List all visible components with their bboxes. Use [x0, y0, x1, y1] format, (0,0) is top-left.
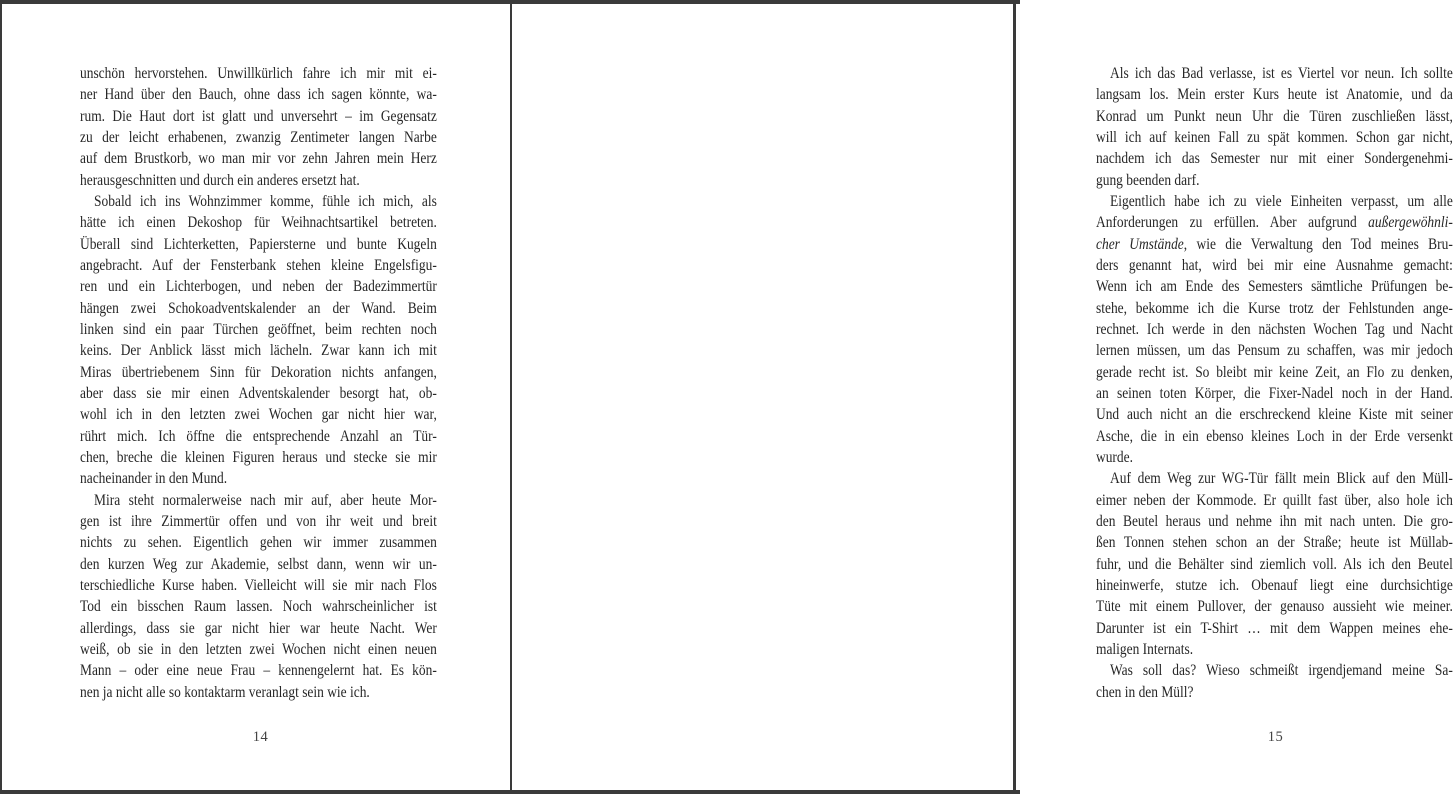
- text-line: [80, 62, 437, 83]
- text-line: [80, 467, 437, 488]
- text-line: [80, 275, 437, 296]
- text-line: [80, 425, 437, 446]
- text-segment: Und auch nicht an die erschreckend kleine Kiste mit seiner: [1096, 404, 1453, 424]
- text-line: [1096, 595, 1453, 616]
- text-segment: will ich auf keinen Fall zu spät kommen. Schon gar nicht,: [1096, 126, 1453, 146]
- text-segment: Mann – oder eine neue Frau – kennengelernt hat. Es kön-: [80, 660, 437, 680]
- text-line: [80, 382, 437, 403]
- text-line: [80, 531, 437, 552]
- text-line: [1096, 638, 1453, 659]
- text-segment: langsam los. Mein erster Kurs heute ist Anatomie, und da: [1096, 84, 1453, 104]
- text-segment: Asche, die in ein ebenso kleines Loch in der Erde versenkt: [1096, 425, 1453, 445]
- text-segment: angebracht. Auf der Fensterbank stehen kleine Engelsfigu-: [80, 254, 437, 274]
- text-line: [80, 638, 437, 659]
- text-line: [1096, 403, 1453, 424]
- text-line: [1096, 446, 1453, 467]
- text-segment: maligen Internats.: [1096, 638, 1194, 658]
- text-segment: aber dass sie mir einen Adventskalender besorgt hat, ob-: [80, 382, 437, 402]
- text-segment: den Beutel heraus und nehme ihn mit nach unten. Die gro-: [1096, 510, 1453, 530]
- text-segment: unschön hervorstehen. Unwillkürlich fahre ich mir mit ei-: [80, 63, 437, 82]
- text-line: [1096, 147, 1453, 168]
- text-segment: eimer neben der Kommode. Er quillt fast über, also hole ich: [1096, 489, 1453, 509]
- text-segment: an seinen toten Körper, die Fixer-Nadel noch in der Hand.: [1096, 382, 1453, 402]
- text-segment: , wie die Verwaltung den Tod meines Bru-: [1183, 233, 1453, 253]
- text-line: [1096, 83, 1453, 104]
- text-line: [80, 553, 437, 574]
- text-segment: gerade recht ist. So bleibt mir keine Zeit, an Flo zu denken,: [1096, 361, 1453, 381]
- text-segment: gen ist ihre Zimmertür offen und von ihr weit und breit: [80, 510, 437, 530]
- text-line: [1096, 254, 1453, 275]
- text-segment: ner Hand über den Bauch, ohne dass ich sagen könnte, wa-: [80, 84, 437, 104]
- text-line: [1096, 105, 1453, 126]
- text-line: [80, 254, 437, 275]
- text-segment: herausgeschnitten und durch ein anderes ersetzt hat.: [80, 169, 360, 189]
- text-segment: gung beenden darf.: [1096, 169, 1200, 189]
- text-segment: nachdem ich das Semester nur mit einer Sondergenehmi-: [1096, 148, 1453, 168]
- text-segment: Sobald ich ins Wohnzimmer komme, fühle ich mich, als: [94, 190, 437, 210]
- text-line: [1096, 467, 1453, 488]
- text-line: [1096, 425, 1453, 446]
- text-segment: Mira steht normalerweise nach mir auf, aber heute Mor-: [94, 489, 437, 509]
- text-line: [1096, 318, 1453, 339]
- text-line: [1096, 510, 1453, 531]
- text-line: [80, 510, 437, 531]
- text-segment: fuhr, und die Behälter sind ziemlich voll. Als ich den Beutel: [1096, 553, 1453, 573]
- italic-text-segment: cher Umstände: [1096, 233, 1184, 253]
- text-segment: Eigentlich habe ich zu viele Einheiten verpasst, um alle: [1110, 190, 1453, 210]
- page-left-number: 14: [252, 729, 269, 745]
- text-segment: Tüte mit einem Pullover, der genauso aussieht wie meiner.: [1096, 596, 1453, 616]
- text-segment: wohl ich in den letzten zwei Wochen gar nicht hier war,: [80, 404, 437, 424]
- text-segment: Tod ein bisschen Raum lassen. Noch wahrscheinlicher ist: [80, 596, 437, 616]
- text-line: [1096, 190, 1453, 211]
- text-segment: zu der leicht erhabenen, zwanzig Zentimeter langen Narbe: [80, 126, 437, 146]
- text-segment: ders genannt hat, wird bei mir eine Ausnahme gemacht:: [1096, 254, 1453, 274]
- text-line: [1096, 233, 1453, 254]
- text-segment: rechnet. Ich werde in den nächsten Wochen Tag und Nacht: [1096, 318, 1453, 338]
- text-line: [80, 659, 437, 680]
- text-line: [80, 126, 437, 147]
- text-line: [1096, 659, 1453, 680]
- text-segment: rum. Die Haut dort ist glatt und unversehrt – im Gegensatz: [80, 105, 437, 125]
- text-segment: den kurzen Weg zur Akademie, selbst dann, wenn wir un-: [80, 553, 437, 573]
- text-segment: hängen zwei Schokoadventskalender an der Wand. Beim: [80, 297, 437, 317]
- text-segment: ßen Tonnen stehen schon an der Straße; heute ist Müllab-: [1096, 532, 1453, 552]
- text-line: [80, 595, 437, 616]
- text-line: [1096, 297, 1453, 318]
- right-frame-border: [1013, 0, 1016, 794]
- text-line: [80, 489, 437, 510]
- text-segment: chen in den Müll?: [1096, 681, 1194, 701]
- text-segment: Was soll das? Wieso schmeißt irgendjemand meine Sa-: [1110, 660, 1453, 680]
- page-right-number: 15: [1267, 729, 1284, 745]
- text-segment: chen, breche die kleinen Figuren heraus und stecke sie mir: [80, 446, 437, 466]
- text-line: [1096, 617, 1453, 638]
- text-segment: terschiedliche Kurse haben. Vielleicht will sie mir nach Flos: [80, 574, 437, 594]
- text-line: [1096, 361, 1453, 382]
- text-segment: Überall sind Lichterketten, Papiersterne und bunte Kugeln: [80, 233, 437, 253]
- page-right: [512, 0, 1453, 794]
- text-line: [80, 105, 437, 126]
- text-segment: wurde.: [1096, 446, 1133, 466]
- text-line: [80, 233, 437, 254]
- text-segment: Wenn ich am Ende des Semesters sämtliche Prüfungen be-: [1096, 276, 1453, 296]
- text-line: [80, 361, 437, 382]
- page-left: [2, 0, 510, 794]
- italic-text-segment: außergewöhnli-: [1368, 212, 1453, 232]
- text-segment: Darunter ist ein T-Shirt … mit dem Wappen meines ehe-: [1096, 617, 1453, 637]
- text-segment: allerdings, dass sie gar nicht hier war heute Nacht. Wer: [80, 617, 437, 637]
- text-segment: Auf dem Weg zur WG-Tür fällt mein Blick auf den Müll-: [1110, 468, 1453, 488]
- text-segment: linken sind ein paar Türchen geöffnet, beim rechten noch: [80, 318, 437, 338]
- text-segment: nichts zu sehen. Eigentlich gehen wir immer zusammen: [80, 532, 437, 552]
- text-segment: weiß, ob sie in den letzten zwei Wochen nicht einen neuen: [80, 638, 437, 658]
- text-line: [80, 574, 437, 595]
- text-segment: hineinwerfe, stutze ich. Obenauf liegt eine durchsichtige: [1096, 574, 1453, 594]
- text-line: [1096, 489, 1453, 510]
- text-segment: Miras übertriebenem Sinn für Dekoration nichts anfangen,: [80, 361, 437, 381]
- text-line: [80, 83, 437, 104]
- text-line: [1096, 339, 1453, 360]
- text-line: [80, 190, 437, 211]
- text-segment: nacheinander in den Mund.: [80, 468, 228, 488]
- text-line: [80, 297, 437, 318]
- text-segment: lernen müssen, um das Pensum zu schaffen, was mir jedoch: [1096, 340, 1453, 360]
- text-segment: Anforderungen zu erfüllen. Aber aufgrund: [1096, 212, 1369, 232]
- text-segment: Als ich das Bad verlasse, ist es Viertel vor neun. Ich sollte: [1110, 63, 1453, 82]
- text-line: [80, 681, 437, 702]
- text-line: [80, 617, 437, 638]
- text-line: [80, 211, 437, 232]
- text-line: [80, 169, 437, 190]
- text-line: [1096, 275, 1453, 296]
- text-line: [1096, 211, 1453, 232]
- text-line: [1096, 574, 1453, 595]
- text-line: [1096, 531, 1453, 552]
- text-segment: ren und ein Lichterbogen, und neben der Badezimmertür: [80, 276, 437, 296]
- page-right-text-column: [1096, 62, 1453, 702]
- text-line: [1096, 62, 1453, 83]
- text-line: [1096, 169, 1453, 190]
- text-line: [80, 147, 437, 168]
- text-line: [80, 318, 437, 339]
- text-line: [1096, 126, 1453, 147]
- text-segment: rührt mich. Ich öffne die entsprechende Anzahl an Tür-: [80, 425, 437, 445]
- text-segment: nen ja nicht alle so kontaktarm veranlagt sein wie ich.: [80, 681, 370, 701]
- text-segment: hätte ich einen Dekoshop für Weihnachtsartikel betreten.: [80, 212, 437, 232]
- text-line: [1096, 382, 1453, 403]
- text-segment: auf dem Brustkorb, wo man mir vor zehn Jahren mein Herz: [80, 148, 437, 168]
- page-left-text-column: [80, 62, 437, 702]
- text-line: [80, 403, 437, 424]
- text-line: [1096, 681, 1453, 702]
- text-segment: keins. Der Anblick lässt mich lächeln. Zwar kann ich mit: [80, 340, 437, 360]
- text-line: [80, 446, 437, 467]
- text-segment: stehe, bekomme ich die Kurse trotz der Fehlstunden ange-: [1096, 297, 1453, 317]
- text-segment: Konrad um Punkt neun Uhr die Türen zuschließen lässt,: [1096, 105, 1453, 125]
- text-line: [1096, 553, 1453, 574]
- text-line: [80, 339, 437, 360]
